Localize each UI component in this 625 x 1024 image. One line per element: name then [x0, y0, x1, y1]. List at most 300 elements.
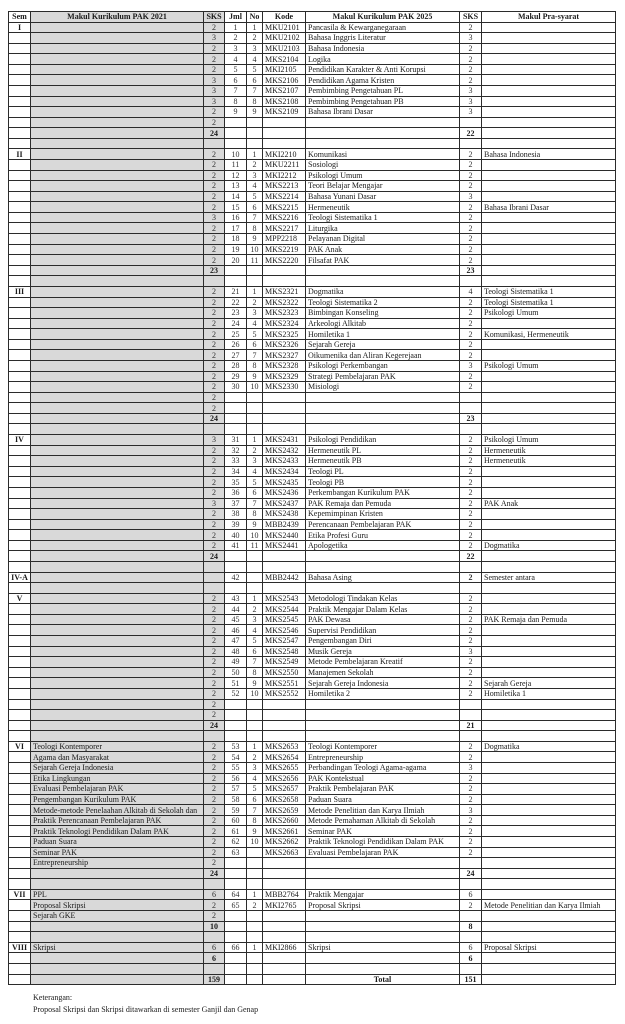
cell-new-sks: 2	[460, 572, 482, 583]
cell-new-sks: 3	[460, 762, 482, 773]
cell-old-sks: 2	[204, 371, 225, 382]
cell-old-course	[31, 879, 204, 890]
cell-kode: MKS2220	[263, 255, 306, 266]
cell-no: 2	[247, 604, 263, 615]
cell-old-sks	[204, 561, 225, 572]
cell-old-sks	[204, 583, 225, 594]
table-row	[9, 498, 616, 509]
cell-jml: 8	[225, 96, 247, 107]
cell-sem	[9, 911, 31, 922]
cell-kode: MKS2545	[263, 614, 306, 625]
cell-old-course	[31, 530, 204, 541]
cell-no: 9	[247, 234, 263, 245]
cell-old-sks: 2	[204, 244, 225, 255]
header-new-course: Makul Kurikulum PAK 2025	[306, 12, 460, 23]
cell-sem	[9, 43, 31, 54]
cell-old-sks: 2	[204, 117, 225, 128]
cell-new-sks: 2	[460, 318, 482, 329]
cell-kode: MKS2656	[263, 773, 306, 784]
cell-new-sks: 2	[460, 593, 482, 604]
cell-no: 4	[247, 181, 263, 192]
cell-jml: 29	[225, 371, 247, 382]
table-row	[9, 403, 616, 414]
cell-old-course	[31, 963, 204, 974]
cell-jml: 56	[225, 773, 247, 784]
cell-prereq	[482, 413, 616, 424]
cell-new-sks: 2	[460, 487, 482, 498]
cell-new-course: Praktik Mengajar	[306, 889, 460, 900]
cell-new-course: Homiletika 1	[306, 329, 460, 340]
cell-kode: MKS2434	[263, 466, 306, 477]
cell-old-sks: 2	[204, 657, 225, 668]
cell-jml: 9	[225, 107, 247, 118]
cell-sem	[9, 868, 31, 879]
cell-no: 1	[247, 942, 263, 953]
cell-no: 3	[247, 614, 263, 625]
cell-prereq: Dogmatika	[482, 741, 616, 752]
cell-jml	[225, 963, 247, 974]
header-old-sks: SKS	[204, 12, 225, 23]
semester-total-row	[9, 720, 616, 731]
cell-new-sks	[460, 424, 482, 435]
cell-prereq	[482, 667, 616, 678]
cell-kode: MKS2322	[263, 297, 306, 308]
cell-prereq	[482, 551, 616, 562]
cell-old-course	[31, 551, 204, 562]
cell-old-sks: 2	[204, 382, 225, 393]
cell-prereq	[482, 424, 616, 435]
cell-sem	[9, 762, 31, 773]
cell-sem	[9, 784, 31, 795]
cell-old-course	[31, 561, 204, 572]
cell-sem	[9, 128, 31, 139]
cell-prereq	[482, 847, 616, 858]
cell-jml: 16	[225, 212, 247, 223]
cell-new-course	[306, 731, 460, 742]
cell-prereq	[482, 107, 616, 118]
cell-jml: 32	[225, 445, 247, 456]
cell-sem: II	[9, 149, 31, 160]
cell-new-course: Liturgika	[306, 223, 460, 234]
cell-new-course: Teori Belajar Mengajar	[306, 181, 460, 192]
cell-prereq	[482, 138, 616, 149]
cell-kode	[263, 583, 306, 594]
cell-no: 1	[247, 286, 263, 297]
cell-old-sks: 2	[204, 297, 225, 308]
cell-no: 2	[247, 900, 263, 911]
cell-no: 1	[247, 149, 263, 160]
table-row	[9, 519, 616, 530]
table-row	[9, 234, 616, 245]
cell-no: 1	[247, 889, 263, 900]
cell-no: 10	[247, 837, 263, 848]
cell-jml: 55	[225, 762, 247, 773]
cell-sem	[9, 540, 31, 551]
cell-no: 6	[247, 202, 263, 213]
cell-old-sks: 2	[204, 826, 225, 837]
cell-jml	[225, 868, 247, 879]
cell-no	[247, 583, 263, 594]
cell-prereq	[482, 509, 616, 520]
table-row	[9, 371, 616, 382]
cell-no: 3	[247, 170, 263, 181]
table-row	[9, 540, 616, 551]
cell-old-sks: 2	[204, 646, 225, 657]
cell-prereq	[482, 561, 616, 572]
cell-new-course	[306, 265, 460, 276]
cell-old-course	[31, 953, 204, 964]
cell-old-course: Praktik Perencanaan Pembelajaran PAK	[31, 815, 204, 826]
cell-new-course: Pancasila & Kewarganegaraan	[306, 22, 460, 33]
cell-prereq: Bahasa Ibrani Dasar	[482, 202, 616, 213]
semester-total-row	[9, 953, 616, 964]
cell-kode: MKS2659	[263, 805, 306, 816]
cell-new-course: Sejarah Gereja	[306, 339, 460, 350]
cell-jml	[225, 953, 247, 964]
cell-new-sks	[460, 963, 482, 974]
cell-new-sks: 2	[460, 234, 482, 245]
cell-kode: MPP2218	[263, 234, 306, 245]
cell-new-course: Psikologi Perkembangan	[306, 361, 460, 372]
cell-old-sks	[204, 572, 225, 583]
cell-prereq	[482, 921, 616, 932]
cell-jml: 17	[225, 223, 247, 234]
cell-sem	[9, 392, 31, 403]
cell-no	[247, 551, 263, 562]
cell-prereq	[482, 276, 616, 287]
semester-total-old: 24	[204, 128, 225, 139]
cell-no	[247, 921, 263, 932]
cell-no	[247, 392, 263, 403]
cell-old-sks: 2	[204, 308, 225, 319]
cell-sem	[9, 879, 31, 890]
cell-old-sks: 2	[204, 519, 225, 530]
cell-jml: 33	[225, 456, 247, 467]
cell-old-sks: 2	[204, 403, 225, 414]
cell-old-sks: 2	[204, 773, 225, 784]
table-row	[9, 657, 616, 668]
cell-kode: MKI2765	[263, 900, 306, 911]
table-row	[9, 858, 616, 869]
cell-sem	[9, 223, 31, 234]
cell-sem: IV	[9, 435, 31, 446]
cell-jml: 15	[225, 202, 247, 213]
cell-new-course: Bahasa Asing	[306, 572, 460, 583]
cell-sem	[9, 382, 31, 393]
cell-prereq	[482, 604, 616, 615]
cell-new-course	[306, 879, 460, 890]
table-header-row	[9, 12, 616, 23]
cell-kode: MKS2544	[263, 604, 306, 615]
cell-sem	[9, 212, 31, 223]
cell-jml	[225, 561, 247, 572]
cell-new-course	[306, 117, 460, 128]
cell-prereq	[482, 858, 616, 869]
table-row	[9, 625, 616, 636]
cell-kode: MKS2432	[263, 445, 306, 456]
cell-prereq	[482, 128, 616, 139]
cell-jml: 20	[225, 255, 247, 266]
cell-new-course: Psikologi Pendidikan	[306, 435, 460, 446]
cell-kode	[263, 561, 306, 572]
cell-old-sks: 3	[204, 33, 225, 44]
cell-sem	[9, 202, 31, 213]
table-row	[9, 762, 616, 773]
cell-old-course	[31, 445, 204, 456]
cell-sem	[9, 646, 31, 657]
cell-sem	[9, 234, 31, 245]
cell-old-sks: 2	[204, 234, 225, 245]
cell-kode	[263, 392, 306, 403]
cell-no	[247, 117, 263, 128]
cell-prereq: Dogmatika	[482, 540, 616, 551]
cell-old-sks: 3	[204, 498, 225, 509]
cell-no	[247, 413, 263, 424]
table-row	[9, 784, 616, 795]
cell-no: 4	[247, 318, 263, 329]
cell-sem: III	[9, 286, 31, 297]
table-row	[9, 572, 616, 583]
cell-no	[247, 561, 263, 572]
cell-old-sks: 2	[204, 699, 225, 710]
cell-new-course: Hermeneutik PB	[306, 456, 460, 467]
cell-new-sks: 2	[460, 614, 482, 625]
cell-new-course: Manajemen Sekolah	[306, 667, 460, 678]
cell-jml: 54	[225, 752, 247, 763]
cell-new-course: Skripsi	[306, 942, 460, 953]
cell-old-sks: 2	[204, 318, 225, 329]
cell-new-sks: 2	[460, 339, 482, 350]
cell-new-sks: 6	[460, 942, 482, 953]
cell-old-course	[31, 593, 204, 604]
cell-no	[247, 879, 263, 890]
semester-total-new: 23	[460, 265, 482, 276]
cell-new-sks	[460, 138, 482, 149]
cell-no	[247, 720, 263, 731]
cell-prereq	[482, 244, 616, 255]
cell-old-course: Metode-metode Penelaahan Alkitab di Sekolah dan	[31, 805, 204, 816]
cell-no: 6	[247, 75, 263, 86]
cell-new-course: Hermeneutik PL	[306, 445, 460, 456]
cell-new-course: Kepemimpinan Kristen	[306, 509, 460, 520]
cell-sem	[9, 276, 31, 287]
cell-new-sks	[460, 710, 482, 721]
cell-prereq	[482, 837, 616, 848]
cell-sem	[9, 445, 31, 456]
cell-kode: MKS2551	[263, 678, 306, 689]
cell-old-sks: 2	[204, 530, 225, 541]
cell-prereq	[482, 318, 616, 329]
table-row	[9, 85, 616, 96]
cell-old-sks: 2	[204, 466, 225, 477]
cell-prereq	[482, 752, 616, 763]
cell-prereq	[482, 54, 616, 65]
table-row	[9, 678, 616, 689]
cell-old-sks	[204, 424, 225, 435]
cell-old-sks: 3	[204, 435, 225, 446]
cell-kode: MBB2764	[263, 889, 306, 900]
cell-no: 10	[247, 530, 263, 541]
cell-jml: 14	[225, 191, 247, 202]
table-row	[9, 636, 616, 647]
cell-new-sks: 2	[460, 752, 482, 763]
cell-prereq	[482, 339, 616, 350]
cell-kode	[263, 710, 306, 721]
cell-jml: 7	[225, 85, 247, 96]
semester-total-row	[9, 128, 616, 139]
cell-no: 3	[247, 762, 263, 773]
cell-sem	[9, 350, 31, 361]
spacer-row	[9, 561, 616, 572]
cell-prereq	[482, 477, 616, 488]
cell-new-course: Psikologi Umum	[306, 170, 460, 181]
cell-kode	[263, 731, 306, 742]
cell-no	[247, 974, 263, 985]
cell-new-course: Perencanaan Pembelajaran PAK	[306, 519, 460, 530]
table-row	[9, 361, 616, 372]
spacer-row	[9, 424, 616, 435]
cell-kode	[263, 963, 306, 974]
cell-new-course: PAK Dewasa	[306, 614, 460, 625]
cell-old-sks: 2	[204, 477, 225, 488]
cell-no: 5	[247, 636, 263, 647]
cell-no: 5	[247, 191, 263, 202]
cell-old-course	[31, 519, 204, 530]
cell-no: 4	[247, 466, 263, 477]
cell-new-sks: 2	[460, 540, 482, 551]
cell-jml: 31	[225, 435, 247, 446]
cell-new-course: Strategi Pembelajaran PAK	[306, 371, 460, 382]
cell-old-sks: 2	[204, 361, 225, 372]
cell-sem	[9, 667, 31, 678]
cell-new-sks	[460, 879, 482, 890]
table-row	[9, 297, 616, 308]
cell-new-sks: 2	[460, 244, 482, 255]
cell-kode	[263, 138, 306, 149]
cell-old-course: Pengembangan Kurikulum PAK	[31, 794, 204, 805]
cell-prereq	[482, 64, 616, 75]
table-row	[9, 509, 616, 520]
semester-total-old: 6	[204, 953, 225, 964]
cell-old-course: Proposal Skripsi	[31, 900, 204, 911]
cell-new-course: Komunikasi	[306, 149, 460, 160]
table-row	[9, 64, 616, 75]
cell-jml	[225, 699, 247, 710]
cell-sem	[9, 498, 31, 509]
cell-jml: 35	[225, 477, 247, 488]
cell-prereq	[482, 160, 616, 171]
cell-new-course	[306, 963, 460, 974]
cell-kode: MKU2102	[263, 33, 306, 44]
cell-kode: MKS2655	[263, 762, 306, 773]
cell-new-course: Perkembangan Kurikulum PAK	[306, 487, 460, 498]
cell-sem	[9, 244, 31, 255]
table-row	[9, 339, 616, 350]
cell-no	[247, 963, 263, 974]
cell-no	[247, 138, 263, 149]
cell-prereq	[482, 794, 616, 805]
cell-new-sks: 3	[460, 33, 482, 44]
cell-old-course: Praktik Teknologi Pendidikan Dalam PAK	[31, 826, 204, 837]
cell-old-course	[31, 149, 204, 160]
cell-new-sks: 2	[460, 181, 482, 192]
cell-old-course	[31, 614, 204, 625]
cell-no: 5	[247, 477, 263, 488]
cell-new-course: Metode Pemahaman Alkitab di Sekolah	[306, 815, 460, 826]
cell-new-sks: 2	[460, 435, 482, 446]
grand-total-new: 151	[460, 974, 482, 985]
header-new-sks: SKS	[460, 12, 482, 23]
cell-new-sks: 3	[460, 191, 482, 202]
cell-new-course: Paduan Suara	[306, 794, 460, 805]
cell-old-course	[31, 731, 204, 742]
cell-kode	[263, 551, 306, 562]
cell-kode: MKI2210	[263, 149, 306, 160]
semester-total-old: 24	[204, 413, 225, 424]
cell-old-course: Agama dan Masyarakat	[31, 752, 204, 763]
cell-new-course	[306, 403, 460, 414]
cell-new-sks: 2	[460, 794, 482, 805]
spacer-row	[9, 879, 616, 890]
table-row	[9, 942, 616, 953]
cell-prereq	[482, 889, 616, 900]
cell-old-sks	[204, 276, 225, 287]
cell-old-sks: 2	[204, 286, 225, 297]
cell-new-course	[306, 561, 460, 572]
cell-prereq	[482, 22, 616, 33]
cell-no: 5	[247, 64, 263, 75]
cell-old-sks: 2	[204, 667, 225, 678]
table-row	[9, 837, 616, 848]
cell-jml	[225, 583, 247, 594]
semester-total-new: 6	[460, 953, 482, 964]
cell-new-course	[306, 858, 460, 869]
cell-old-course	[31, 339, 204, 350]
table-row	[9, 593, 616, 604]
cell-old-sks: 2	[204, 22, 225, 33]
cell-new-course: Pembimbing Pengetahuan PB	[306, 96, 460, 107]
cell-new-sks: 2	[460, 170, 482, 181]
cell-sem: VII	[9, 889, 31, 900]
cell-no	[247, 932, 263, 943]
cell-sem	[9, 361, 31, 372]
cell-old-course	[31, 265, 204, 276]
cell-no: 4	[247, 54, 263, 65]
cell-prereq	[482, 392, 616, 403]
cell-kode: MBB2442	[263, 572, 306, 583]
table-row	[9, 889, 616, 900]
cell-prereq	[482, 75, 616, 86]
cell-old-course	[31, 498, 204, 509]
table-row	[9, 699, 616, 710]
cell-old-course	[31, 699, 204, 710]
cell-old-sks: 2	[204, 54, 225, 65]
cell-no	[247, 699, 263, 710]
cell-sem	[9, 932, 31, 943]
cell-prereq: PAK Remaja dan Pemuda	[482, 614, 616, 625]
cell-jml: 57	[225, 784, 247, 795]
cell-new-sks: 2	[460, 212, 482, 223]
table-row	[9, 456, 616, 467]
cell-kode: MKS2550	[263, 667, 306, 678]
header-jml: Jml	[225, 12, 247, 23]
cell-no	[247, 276, 263, 287]
cell-new-course: Teologi PL	[306, 466, 460, 477]
cell-new-sks: 2	[460, 688, 482, 699]
header-kode: Kode	[263, 12, 306, 23]
cell-new-course	[306, 551, 460, 562]
table-row	[9, 741, 616, 752]
